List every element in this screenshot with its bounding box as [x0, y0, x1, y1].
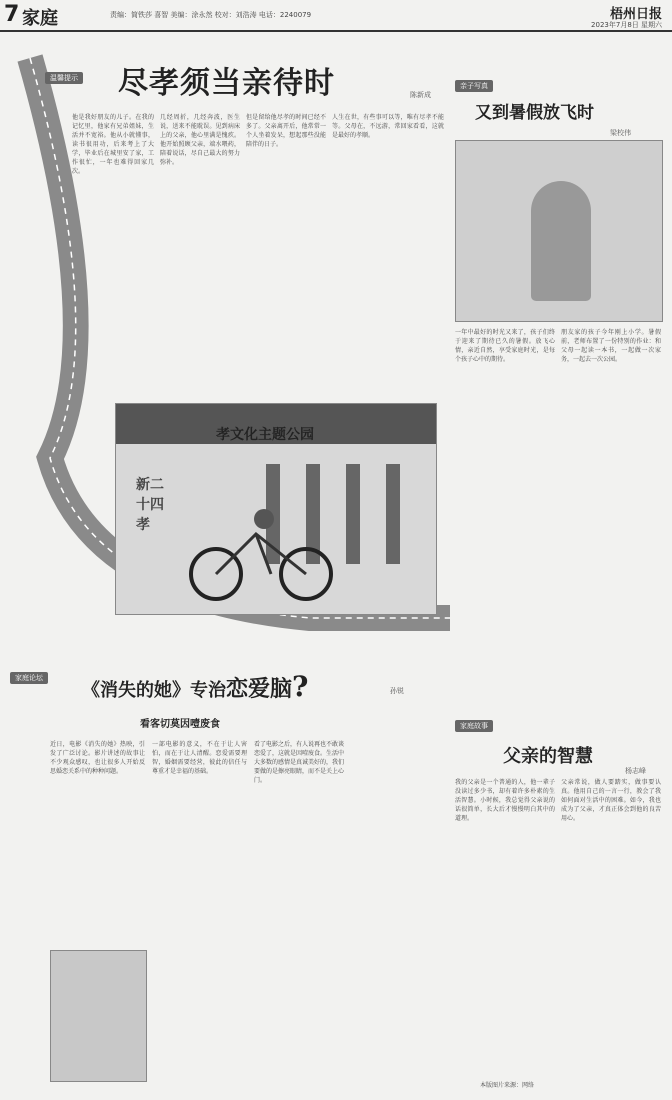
- article-title: 尽孝须当亲待时: [118, 66, 335, 101]
- article-author: 陈新成: [410, 91, 431, 99]
- title-highlight: 恋爱脑: [226, 676, 293, 702]
- article-title: 父亲的智慧: [503, 746, 593, 767]
- article-column: 看了电影之后，有人说再也不敢谈恋爱了，这就是因噎废食。生活中大多数的感情是真诚美好的，我们要做的是擦亮眼睛，而不是关上心门。: [254, 741, 344, 784]
- article-summer-holiday: [455, 80, 665, 700]
- article-column: 一部电影的意义，不在于让人害怕，而在于让人清醒。恋爱需要理智，婚姻需要经营，彼此的信任与尊重才是幸福的基础。: [152, 741, 247, 775]
- park-cyclist-photo: [115, 403, 437, 615]
- article-column: 他是我好朋友的儿子。在我的记忆里，他家有兄弟姐妹，生活并不宽裕。他从小就懂事，读书很用功，后来考上了大学，毕业后在城里安了家，工作很忙，一年也难得回家几次。: [72, 114, 154, 175]
- lotus-pond-photo: [50, 950, 147, 1082]
- article-title: 又到暑假放飞时: [475, 103, 594, 123]
- article-column: 几经周折，几经奔波，医生说，送来不能耽误。见到病床上的父亲，他心里满是愧疚。他开始照顾父亲，端水喂药，陪着说话，尽自己最大的努力弥补。: [160, 114, 240, 166]
- article-author: 杨志峰: [625, 767, 646, 775]
- article-subtitle: 看客切莫因噎废食: [140, 719, 220, 730]
- page-number: 7: [4, 2, 20, 27]
- article-film-review: [10, 650, 440, 1090]
- article-filial-piety: [10, 38, 450, 638]
- article-column: 一年中最好的时光又来了，孩子们终于迎来了期待已久的暑假。放飞心情，亲近自然，享受家庭时光，是每个孩子心中的期待。: [455, 329, 555, 363]
- section-tag: 温馨提示: [45, 72, 83, 84]
- park-banner-text: 孝文化主题公园: [216, 427, 314, 443]
- image-source-note: 本版图片来源：网络: [480, 1082, 535, 1089]
- article-column: 我的父亲是一个普通的人，他一辈子没读过多少书，却有着许多朴素的生活智慧。小时候，我总觉得父亲说的话很简单，长大后才慢慢明白其中的道理。: [455, 779, 555, 822]
- article-column: 朋友家的孩子今年刚上小学。暑假前，老师布置了一份特别的作业：和父母一起读一本书，一起做一次家务，一起去一次公园。: [561, 329, 661, 363]
- section-tag: 亲子写真: [455, 80, 493, 92]
- child-photo: [455, 140, 663, 322]
- issue-date: 2023年7月8日 星期六: [591, 21, 662, 29]
- article-column: 父亲常说，做人要踏实，做事要认真。他用自己的一言一行，教会了我如何面对生活中的困难。如今，我也成为了父亲，才真正体会到他的良苦用心。: [561, 779, 661, 822]
- article-father-wisdom: [455, 720, 665, 1080]
- article-title: [82, 670, 308, 703]
- section-tag: 家庭论坛: [10, 672, 48, 684]
- page-header: [0, 0, 672, 32]
- section-tag: 家庭故事: [455, 720, 493, 732]
- title-prefix: 《消失的她》专治: [82, 680, 226, 701]
- bicycle-icon: [176, 504, 346, 604]
- article-author: 孙锐: [390, 687, 404, 695]
- article-column: 近日，电影《消失的她》热映，引发了广泛讨论。影片讲述的故事让不少观众感叹，也让很多人开始反思婚恋关系中的种种问题。: [50, 741, 145, 775]
- paper-logo: 梧州日报: [609, 7, 662, 22]
- editors-line: 责编：简铁莎 喜智 美编：涂永然 校对：刘浩涛 电话：2240079: [110, 11, 312, 19]
- article-column: 但是留给他尽孝的时间已经不多了。父亲离开后，他常常一个人坐着发呆，想起那些没能陪伴的日子。: [246, 114, 326, 148]
- park-side-text: 新二十四孝: [136, 477, 164, 533]
- question-mark-icon: ?: [292, 670, 309, 703]
- article-column: 人生在世，有些事可以等，唯有尽孝不能等。父母在，不远游，常回家看看，这就是最好的孝顺。: [332, 114, 444, 139]
- section-name: 家庭: [22, 8, 58, 29]
- article-author: 梁校伟: [610, 129, 631, 137]
